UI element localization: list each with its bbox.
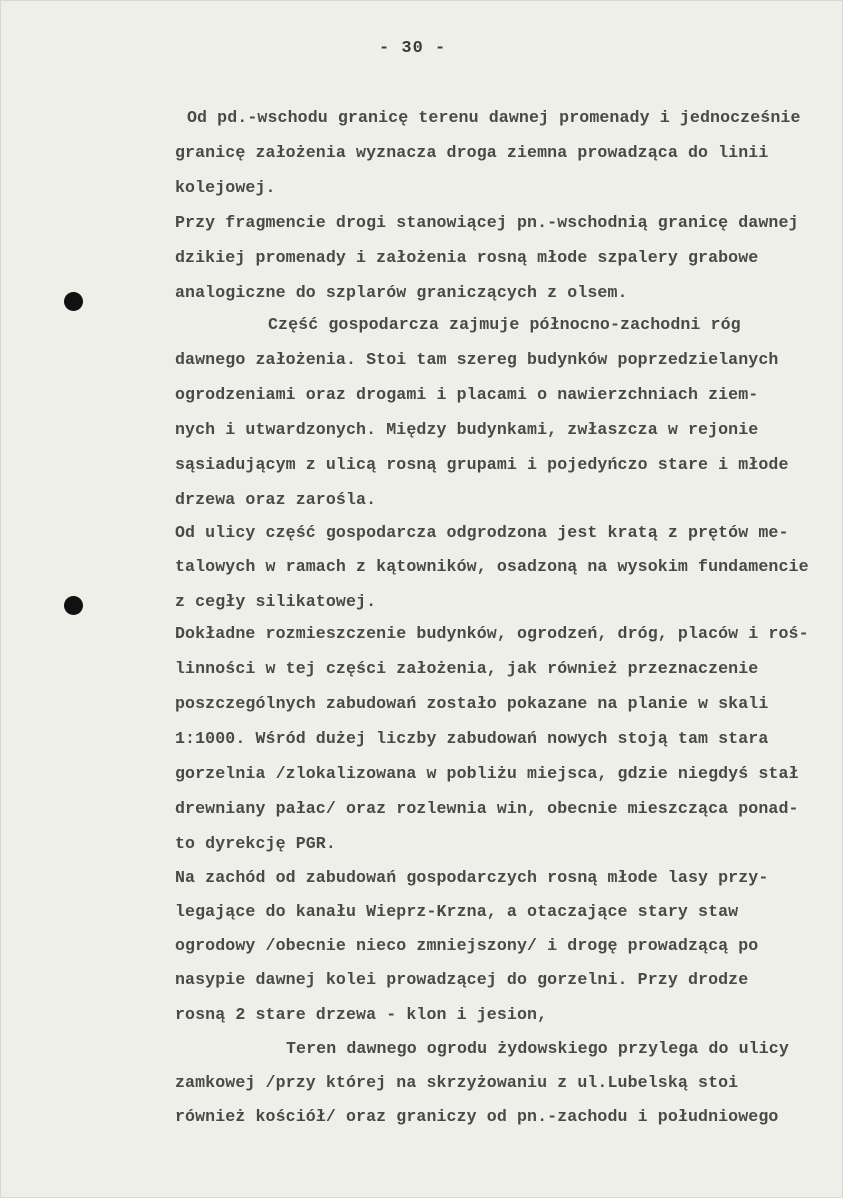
text-line: Teren dawnego ogrodu żydowskiego przylega do ulicy [286,1039,789,1058]
text-line: drzewa oraz zarośla. [175,490,377,509]
text-line: Część gospodarcza zajmuje północno-zachodni róg [268,315,741,334]
text-line: sąsiadującym z ulicą rosną grupami i pojedyńczo stare i młode [175,455,789,474]
page-number: - 30 - [379,39,447,58]
punch-hole [64,596,83,615]
text-line: zamkowej /przy której na skrzyżowaniu z ul.Lubelską stoi [175,1073,739,1092]
text-line: nych i utwardzonych. Między budynkami, zwłaszcza w rejonie [175,420,759,439]
text-line: również kościół/ oraz graniczy od pn.-zachodu i południowego [175,1107,779,1126]
text-line: Dokładne rozmieszczenie budynków, ogrodzeń, dróg, placów i roś- [175,624,809,643]
text-line: nasypie dawnej kolei prowadzącej do gorzelni. Przy drodze [175,970,749,989]
text-line: Od ulicy część gospodarcza odgrodzona jest kratą z prętów me- [175,523,789,542]
text-line: drewniany pałac/ oraz rozlewnia win, obecnie mieszcząca ponad- [175,799,799,818]
text-line: z cegły silikatowej. [175,592,377,611]
text-line: linności w tej części założenia, jak również przeznaczenie [175,659,759,678]
text-line: Na zachód od zabudowań gospodarczych rosną młode lasy przy- [175,868,769,887]
text-line: analogiczne do szplarów graniczących z olsem. [175,283,628,302]
punch-hole [64,292,83,311]
text-line: talowych w ramach z kątowników, osadzoną na wysokim fundamencie [175,557,809,576]
text-line: legające do kanału Wieprz-Krzna, a otaczające stary staw [175,902,739,921]
text-line: gorzelnia /zlokalizowana w pobliżu miejsca, gdzie niegdyś stał [175,764,799,783]
text-line: granicę założenia wyznacza droga ziemna prowadząca do linii [175,143,769,162]
text-line: kolejowej. [175,178,276,197]
text-line: ogrodowy /obecnie nieco zmniejszony/ i drogę prowadzącą po [175,936,759,955]
text-line: 1:1000. Wśród dużej liczby zabudowań nowych stoją tam stara [175,729,769,748]
text-line: dawnego założenia. Stoi tam szereg budynków poprzedzielanych [175,350,779,369]
text-line: to dyrekcję PGR. [175,834,336,853]
text-line: rosną 2 stare drzewa - klon i jesion, [175,1005,548,1024]
text-line: Od pd.-wschodu granicę terenu dawnej promenady i jednocześnie [187,108,801,127]
text-line: dzikiej promenady i założenia rosną młode szpalery grabowe [175,248,759,267]
text-line: poszczególnych zabudowań zostało pokazane na planie w skali [175,694,769,713]
text-line: ogrodzeniami oraz drogami i placami o nawierzchniach ziem- [175,385,759,404]
text-line: Przy fragmencie drogi stanowiącej pn.-wschodnią granicę dawnej [175,213,799,232]
